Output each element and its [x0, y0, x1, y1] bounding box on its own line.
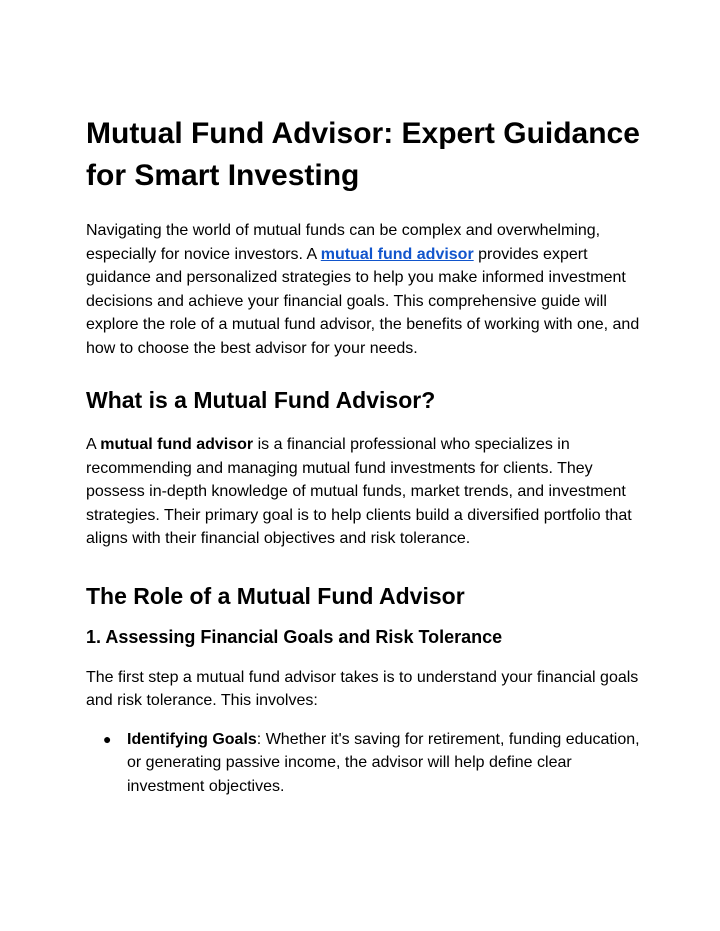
definition-paragraph: [86, 433, 646, 551]
intro-text-after-link: provides expert guidance and personalized strategies to help you make informed investment decisions and achieve your financial goals. This comprehensive guide will explore the role of a mutual fund advisor, the benefits of working with one, and how to choose the best advisor for your needs.: [86, 245, 640, 357]
intro-text-before-link: Navigating the world of mutual funds can be complex and overwhelming, especially for novice investors. A: [86, 222, 601, 263]
section-heading-role: The Role of a Mutual Fund Advisor: [86, 582, 465, 609]
assessing-bullet-list: [86, 728, 646, 799]
list-item: [86, 728, 646, 799]
mutual-fund-advisor-link[interactable]: mutual fund advisor: [320, 245, 474, 263]
section-heading-what-is: What is a Mutual Fund Advisor?: [86, 387, 436, 413]
page-title: Mutual Fund Advisor: Expert Guidance for Smart Investing: [86, 117, 640, 192]
subsection-heading-assessing: 1. Assessing Financial Goals and Risk Tolerance: [86, 626, 503, 647]
list-item-term: Identifying Goals: [127, 730, 257, 748]
definition-term: mutual fund advisor: [100, 436, 254, 453]
definition-text: is a financial professional who specializes in recommending and managing mutual fund investments for clients. They possess in-depth knowledge of mutual funds, market trends, and investment strategies. Their primary goal is to help clients build a diversified portfolio that aligns with their financial objectives and risk tolerance.: [86, 436, 632, 547]
definition-lead: A: [86, 436, 101, 453]
assessing-paragraph: The first step a mutual fund advisor takes is to understand your financial goals and risk tolerance. This involves:: [86, 668, 639, 709]
intro-paragraph: [86, 219, 646, 360]
document-page: [86, 113, 646, 798]
bullet-icon: ●: [103, 730, 112, 747]
list-item-text: : Whether it's saving for retirement, funding education, or generating passive income, the advisor will help define clear investment objectives.: [127, 730, 640, 795]
